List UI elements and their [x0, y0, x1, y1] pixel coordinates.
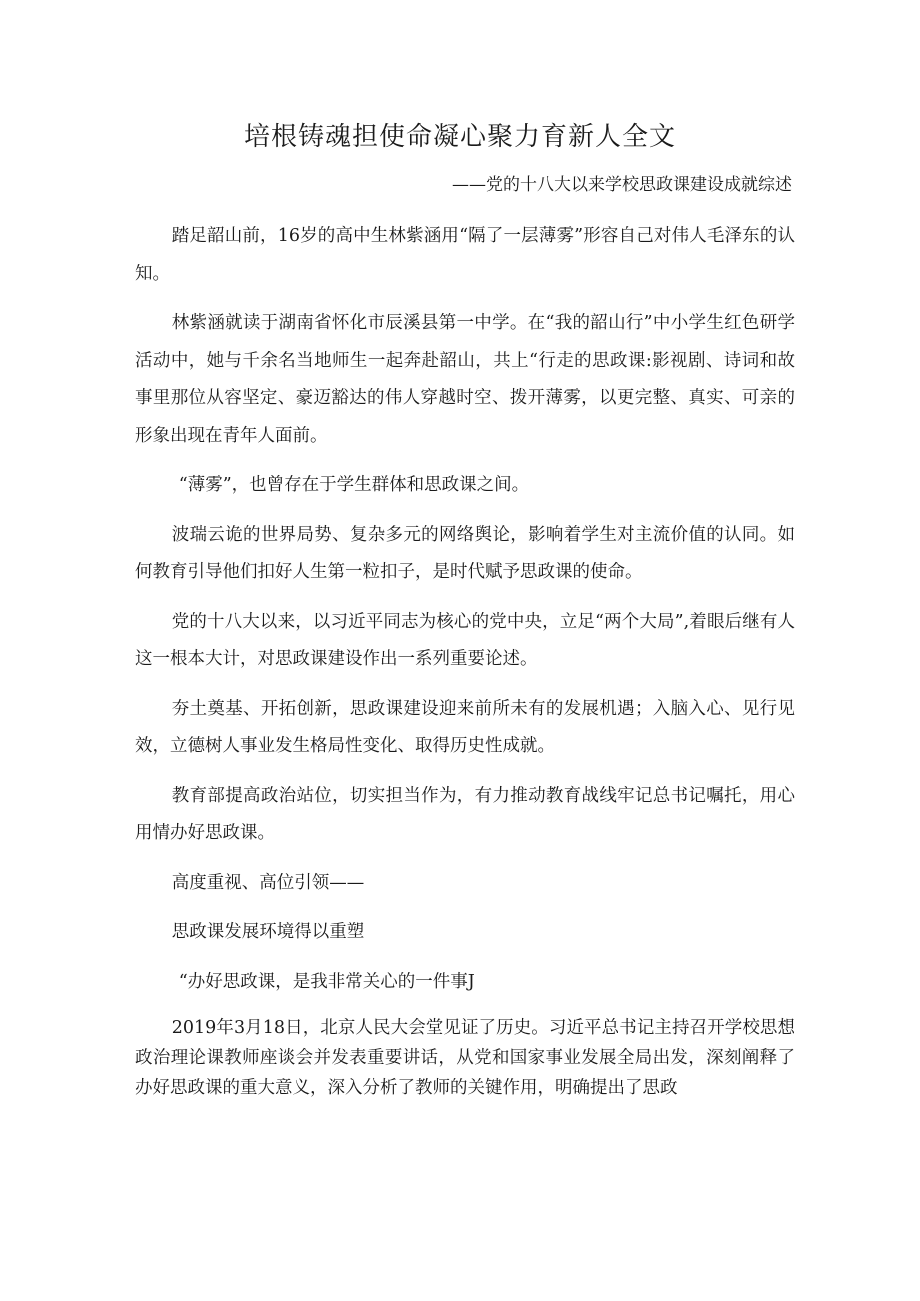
paragraph: 2019年3月18日，北京人民大会堂见证了历史。习近平总书记主持召开学校思想政治理论课教师座谈会并发表重要讲话，从党和国家事业发展全局出发，深刻阐释了办好思政课的重大意义，深入分析了教师的关键作用，明确提出了思政: [135, 1018, 795, 1098]
section-heading: 高度重视、高位引领——: [171, 872, 365, 893]
section-heading: 思政课发展环境得以重塑: [171, 922, 365, 942]
paragraph: 林紫涵就读于湖南省怀化市辰溪县第一中学。在“我的韶山行”中小学生红色研学活动中，她与千余名当地师生一起奔赴韶山，共上“行走的思政课:影视剧、诗词和故事里那位从容坚定、豪迈豁达的伟人穿越时空、拨开薄雾，以更完整、真实、可亲的形象出现在青年人面前。: [135, 313, 795, 446]
paragraph: 夯土奠基、开拓创新，思政课建设迎来前所未有的发展机遇；入脑入心、见行见效，立德树人事业发生格局性变化、取得历史性成就。: [135, 698, 795, 756]
paragraph: 踏足韶山前，16岁的高中生林紫涵用“隔了一层薄雾”形容自己对伟人毛泽东的认知。: [135, 226, 795, 284]
paragraph: 教育部提高政治站位，切实担当作为，有力推动教育战线牢记总书记嘱托，用心用情办好思政课。: [135, 785, 795, 843]
document-body: [135, 218, 795, 1103]
quote-line: “办好思政课，是我非常关心的一件事J: [178, 971, 475, 992]
document-subtitle: ——党的十八大以来学校思政课建设成就综述: [452, 175, 792, 195]
paragraph: 波瑞云诡的世界局势、复杂多元的网络舆论，影响着学生对主流价值的认同。如何教育引导他们扣好人生第一粒扣子，是时代赋予思政课的使命。: [135, 524, 795, 582]
document-title: 培根铸魂担使命凝心聚力育新人全文: [243, 122, 676, 152]
paragraph: “薄雾”，也曾存在于学生群体和思政课之间。: [178, 475, 530, 495]
paragraph: 党的十八大以来，以习近平同志为核心的党中央，立足“两个大局”,着眼后继有人这一根本大计，对思政课建设作出一系列重要论述。: [135, 611, 795, 669]
